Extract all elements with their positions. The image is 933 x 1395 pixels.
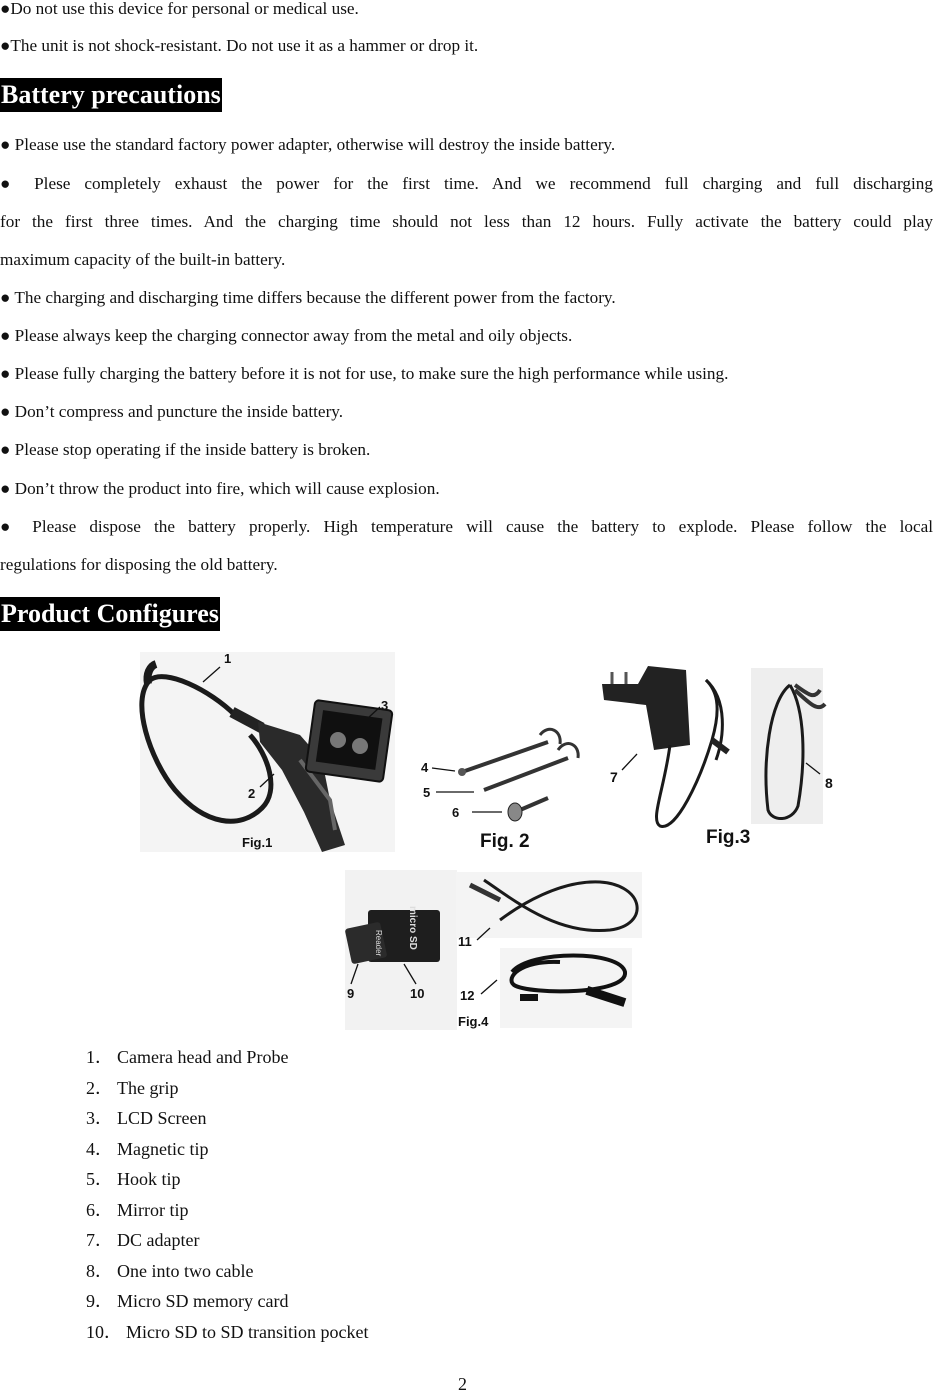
list-item: 10． Micro SD to SD transition pocket (86, 1322, 369, 1342)
battery-item-5: ● Please fully charging the battery before it is not for use, to make sure the high performance while using. (0, 364, 729, 383)
sd-card-logo-text: micro SD (407, 906, 418, 950)
callout-1: 1 (224, 651, 232, 666)
list-item: 8． One into two cable (86, 1261, 254, 1281)
fig3-adapter-image (602, 666, 728, 826)
callout-11: 11 (458, 934, 472, 949)
list-item: 9． Micro SD memory card (86, 1291, 289, 1311)
list-item: 1． Camera head and Probe (86, 1047, 289, 1067)
battery-item-9-line-1: ● Please dispose the battery properly. High temperature will cause the battery to explode. Please follow the local (0, 517, 933, 536)
callout-9: 9 (347, 986, 355, 1001)
fig1-label: Fig.1 (242, 835, 273, 850)
product-configures-heading: Product Configures (0, 597, 220, 631)
battery-item-6: ● Don’t compress and puncture the inside battery. (0, 402, 344, 421)
callout-8: 8 (825, 775, 833, 791)
callout-4: 4 (421, 760, 429, 775)
reader-text: Reader (374, 930, 383, 957)
battery-precautions-heading: Battery precautions (0, 78, 222, 112)
callout-7: 7 (610, 769, 618, 785)
fig4-sd-card-image (345, 870, 457, 1030)
page-number: 2 (458, 1374, 467, 1394)
battery-item-4: ● Please always keep the charging connector away from the metal and oily objects. (0, 326, 573, 345)
callout-12: 12 (460, 988, 475, 1003)
battery-item-1: ● Please use the standard factory power adapter, otherwise will destroy the inside battery. (0, 135, 616, 154)
list-item: 4． Magnetic tip (86, 1139, 209, 1159)
fig2-label: Fig. 2 (480, 831, 530, 852)
fig3-label: Fig.3 (706, 827, 751, 848)
list-item: 6． Mirror tip (86, 1200, 189, 1220)
intro-line-2: ●The unit is not shock-resistant. Do not use it as a hammer or drop it. (0, 36, 479, 55)
list-item: 7． DC adapter (86, 1230, 200, 1250)
fig1-endoscope-image (140, 652, 395, 852)
intro-line-1: ●Do not use this device for personal or medical use. (0, 0, 359, 18)
callout-10: 10 (410, 986, 425, 1001)
list-item: 3． LCD Screen (86, 1108, 207, 1128)
battery-item-9-line-2: regulations for disposing the old battery. (0, 555, 278, 574)
callout-3: 3 (381, 698, 389, 713)
fig3-cable-image (751, 668, 825, 824)
fig4-label: Fig.4 (458, 1014, 489, 1029)
list-item: 5． Hook tip (86, 1169, 181, 1189)
fig2-tips-image (458, 729, 578, 821)
battery-item-2-line-3: maximum capacity of the built-in battery. (0, 250, 286, 269)
list-item: 2． The grip (86, 1078, 179, 1098)
callout-2: 2 (248, 786, 256, 801)
callout-5: 5 (423, 785, 431, 800)
battery-item-2-line-1: ● Plese completely exhaust the power for the first time. And we recommend full charging and full discharging (0, 174, 933, 193)
callout-6: 6 (452, 805, 460, 820)
battery-item-3: ● The charging and discharging time differs because the different power from the factory. (0, 288, 616, 307)
fig4-cables-image (456, 872, 642, 1028)
battery-item-8: ● Don’t throw the product into fire, which will cause explosion. (0, 479, 440, 498)
battery-item-2-line-2: for the first three times. And the charging time should not less than 12 hours. Fully activate the battery could play (0, 212, 933, 231)
battery-item-7: ● Please stop operating if the inside battery is broken. (0, 440, 371, 459)
